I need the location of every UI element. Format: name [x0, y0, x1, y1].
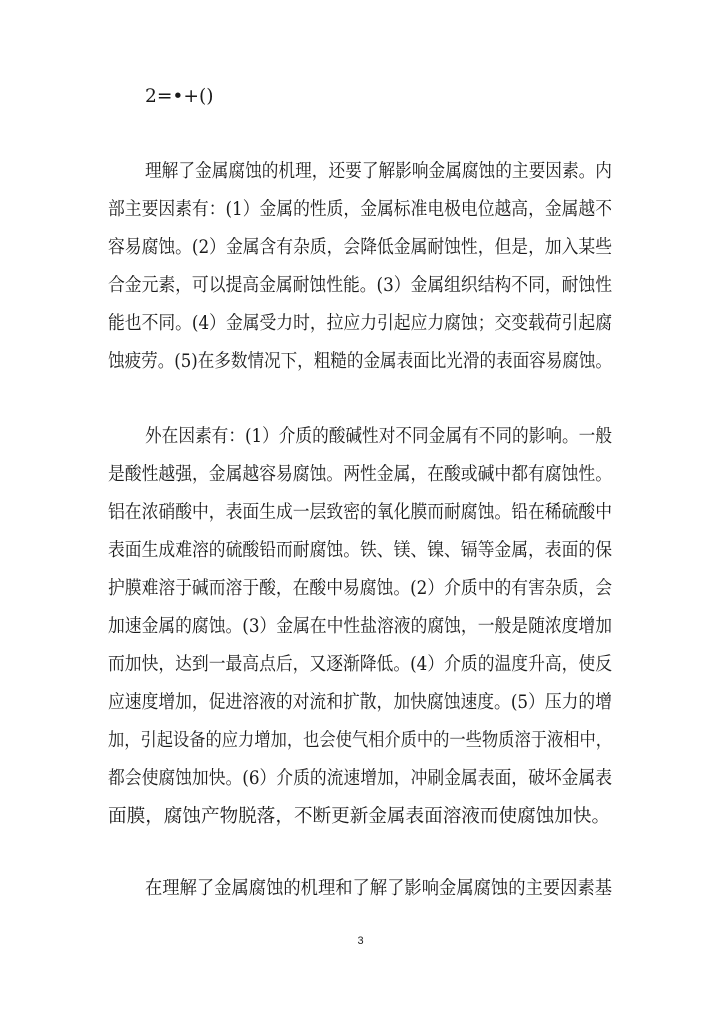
document-page: 2=•+() 理解了金属腐蚀的机理，还要了解影响金属腐蚀的主要因素。内 部主要因素有：(1）金属的性质，金属标准电极电位越高，金属越不 容易腐蚀。(2）金属含有杂质，会降低金属耐蚀性，但是，加入某些 合金元素，可以提高金属耐蚀性能。(3）金属组织结构不同，耐蚀性 能也不同。(4）金属受力时，拉应力引起应力腐蚀；交变载荷引起腐 蚀疲劳。(5)在多数情况下，粗糙的金属表面比光滑的表面容易腐蚀。 外在因素有：(1）介质的酸碱性对不同金属有不同的影响。一般 是酸性越强，金属越容易腐蚀。两性金属，在酸或碱中都有腐蚀性。 铝在浓硝酸中，表面生成一层致密的氧化膜而耐腐蚀。铅在稀硫酸中 表面生成难溶的硫酸铅而耐腐蚀。铁、镁、镍、镉等金属，表面的保 护膜难溶于碱而溶于酸，在酸中易腐蚀。(2）介质中的有害杂质，会 加速金属的腐蚀。(3）金属在中性盐溶液的腐蚀，一般是随浓度增加 而加快，达到一最高点后，又逐渐降低。(4）介质的温度升高，使反 应速度增加，促进溶液的对流和扩散，加快腐蚀速度。(5）压力的增 加，引起设备的应力增加，也会使气相介质中的一些物质溶于液相中， 都会使腐蚀加快。(6）介质的流速增加，冲刷金属表面，破坏金属表 面膜，腐蚀产物脱落，不断更新金属表面溶液而使腐蚀加快。 在理解了金属腐蚀的机理和了解了影响金属腐蚀的主要因素基 3 — [0, 0, 721, 1020]
formula-text: 2=•+() — [145, 86, 214, 107]
page-number: 3 — [357, 935, 364, 947]
